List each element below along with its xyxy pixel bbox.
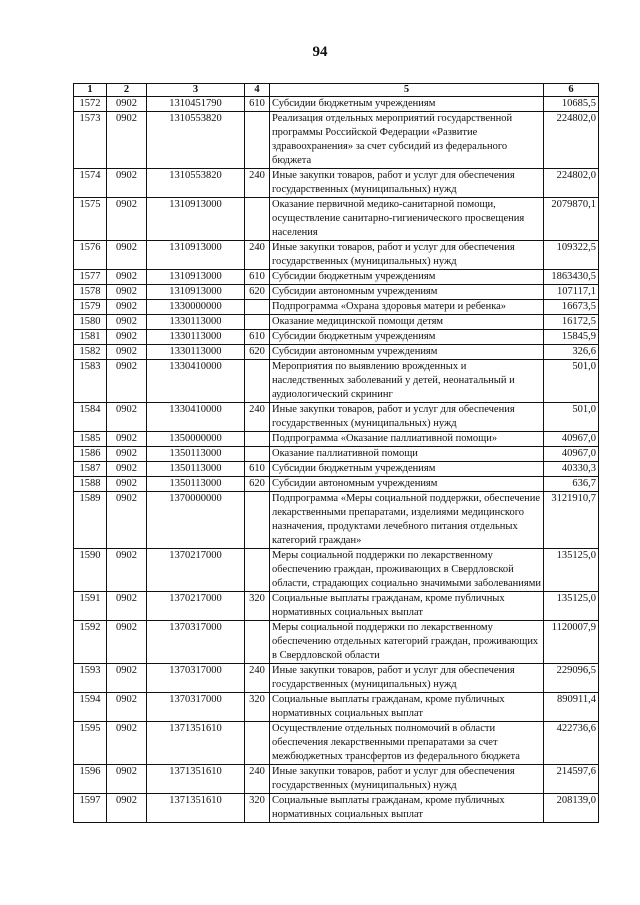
table-row [74, 315, 599, 330]
table-row [74, 345, 599, 360]
item-name-cell: Иные закупки товаров, работ и услуг для обеспечения государственных (муниципальных) нужд [270, 664, 544, 693]
section-code-cell: 0902 [107, 270, 147, 285]
row-number-cell: 1579 [74, 300, 107, 315]
item-name-cell: Меры социальной поддержки по лекарственному обеспечению отдельных категорий граждан, проживающих в Свердловской области [270, 621, 544, 664]
row-number-cell: 1583 [74, 360, 107, 403]
target-code-cell: 1350000000 [147, 432, 245, 447]
table-row [74, 477, 599, 492]
row-number-cell: 1595 [74, 722, 107, 765]
expense-type-cell: 620 [245, 477, 270, 492]
amount-cell: 2079870,1 [544, 198, 599, 241]
header-row [74, 84, 599, 97]
table-row [74, 403, 599, 432]
amount-cell: 10685,5 [544, 97, 599, 112]
target-code-cell: 1310451790 [147, 97, 245, 112]
item-name-cell: Меры социальной поддержки по лекарственному обеспечению граждан, проживающих в Свердловской области, страдающих социально значимыми заболеваниями [270, 549, 544, 592]
target-code-cell: 1350113000 [147, 462, 245, 477]
table-row [74, 549, 599, 592]
item-name-cell: Подпрограмма «Оказание паллиативной помощи» [270, 432, 544, 447]
item-name-cell: Подпрограмма «Охрана здоровья матери и ребенка» [270, 300, 544, 315]
table-row [74, 693, 599, 722]
expense-type-cell: 610 [245, 330, 270, 345]
expense-type-cell [245, 492, 270, 549]
expense-type-cell: 240 [245, 241, 270, 270]
amount-cell: 40330,3 [544, 462, 599, 477]
row-number-cell: 1577 [74, 270, 107, 285]
amount-cell: 135125,0 [544, 592, 599, 621]
table-body [74, 97, 599, 823]
amount-cell: 636,7 [544, 477, 599, 492]
amount-cell: 501,0 [544, 403, 599, 432]
table-row [74, 447, 599, 462]
section-code-cell: 0902 [107, 592, 147, 621]
amount-cell: 224802,0 [544, 169, 599, 198]
expense-type-cell: 240 [245, 403, 270, 432]
item-name-cell: Реализация отдельных мероприятий государственной программы Российской Федерации «Развитие здравоохранения» за счет субсидий из федерального бюджета [270, 112, 544, 169]
row-number-cell: 1594 [74, 693, 107, 722]
table-row [74, 112, 599, 169]
budget-table [73, 83, 599, 823]
section-code-cell: 0902 [107, 447, 147, 462]
header-col-4: 4 [245, 84, 270, 97]
row-number-cell: 1574 [74, 169, 107, 198]
table-row [74, 270, 599, 285]
table-row [74, 169, 599, 198]
target-code-cell: 1310913000 [147, 285, 245, 300]
section-code-cell: 0902 [107, 492, 147, 549]
expense-type-cell [245, 112, 270, 169]
section-code-cell: 0902 [107, 330, 147, 345]
expense-type-cell: 320 [245, 794, 270, 823]
table-row [74, 794, 599, 823]
item-name-cell: Подпрограмма «Меры социальной поддержки, обеспечение лекарственными препаратами, изделиями медицинского назначения, продуктами лечебного питания отдельных категорий граждан» [270, 492, 544, 549]
section-code-cell: 0902 [107, 112, 147, 169]
table-row [74, 722, 599, 765]
table-row [74, 621, 599, 664]
target-code-cell: 1330000000 [147, 300, 245, 315]
amount-cell: 501,0 [544, 360, 599, 403]
section-code-cell: 0902 [107, 432, 147, 447]
item-name-cell: Оказание первичной медико-санитарной помощи, осуществление санитарно-гигиенического просвещения населения [270, 198, 544, 241]
amount-cell: 890911,4 [544, 693, 599, 722]
table-row [74, 592, 599, 621]
table-row [74, 360, 599, 403]
amount-cell: 224802,0 [544, 112, 599, 169]
expense-type-cell: 610 [245, 97, 270, 112]
target-code-cell: 1371351610 [147, 765, 245, 794]
row-number-cell: 1590 [74, 549, 107, 592]
expense-type-cell [245, 549, 270, 592]
row-number-cell: 1581 [74, 330, 107, 345]
expense-type-cell: 620 [245, 285, 270, 300]
item-name-cell: Оказание паллиативной помощи [270, 447, 544, 462]
amount-cell: 40967,0 [544, 447, 599, 462]
item-name-cell: Иные закупки товаров, работ и услуг для обеспечения государственных (муниципальных) нужд [270, 765, 544, 794]
target-code-cell: 1350113000 [147, 447, 245, 462]
amount-cell: 3121910,7 [544, 492, 599, 549]
target-code-cell: 1310913000 [147, 241, 245, 270]
table-header [74, 84, 599, 97]
section-code-cell: 0902 [107, 462, 147, 477]
header-col-1: 1 [74, 84, 107, 97]
expense-type-cell [245, 360, 270, 403]
target-code-cell: 1310913000 [147, 198, 245, 241]
item-name-cell: Оказание медицинской помощи детям [270, 315, 544, 330]
expense-type-cell: 610 [245, 270, 270, 285]
amount-cell: 1863430,5 [544, 270, 599, 285]
row-number-cell: 1582 [74, 345, 107, 360]
row-number-cell: 1589 [74, 492, 107, 549]
amount-cell: 109322,5 [544, 241, 599, 270]
row-number-cell: 1596 [74, 765, 107, 794]
expense-type-cell: 610 [245, 462, 270, 477]
table-row [74, 432, 599, 447]
target-code-cell: 1310553820 [147, 169, 245, 198]
item-name-cell: Иные закупки товаров, работ и услуг для обеспечения государственных (муниципальных) нужд [270, 169, 544, 198]
row-number-cell: 1575 [74, 198, 107, 241]
amount-cell: 40967,0 [544, 432, 599, 447]
row-number-cell: 1578 [74, 285, 107, 300]
expense-type-cell [245, 198, 270, 241]
amount-cell: 135125,0 [544, 549, 599, 592]
item-name-cell: Иные закупки товаров, работ и услуг для обеспечения государственных (муниципальных) нужд [270, 241, 544, 270]
item-name-cell: Мероприятия по выявлению врожденных и наследственных заболеваний у детей, неонатальный и аудиологический скрининг [270, 360, 544, 403]
amount-cell: 16673,5 [544, 300, 599, 315]
expense-type-cell [245, 300, 270, 315]
target-code-cell: 1310553820 [147, 112, 245, 169]
amount-cell: 1120007,9 [544, 621, 599, 664]
amount-cell: 15845,9 [544, 330, 599, 345]
target-code-cell: 1310913000 [147, 270, 245, 285]
row-number-cell: 1591 [74, 592, 107, 621]
section-code-cell: 0902 [107, 722, 147, 765]
target-code-cell: 1370317000 [147, 664, 245, 693]
expense-type-cell: 320 [245, 592, 270, 621]
row-number-cell: 1576 [74, 241, 107, 270]
expense-type-cell [245, 432, 270, 447]
expense-type-cell [245, 315, 270, 330]
amount-cell: 422736,6 [544, 722, 599, 765]
section-code-cell: 0902 [107, 315, 147, 330]
section-code-cell: 0902 [107, 345, 147, 360]
header-col-2: 2 [107, 84, 147, 97]
table-row [74, 97, 599, 112]
item-name-cell: Субсидии автономным учреждениям [270, 477, 544, 492]
row-number-cell: 1592 [74, 621, 107, 664]
item-name-cell: Субсидии бюджетным учреждениям [270, 97, 544, 112]
item-name-cell: Иные закупки товаров, работ и услуг для обеспечения государственных (муниципальных) нужд [270, 403, 544, 432]
table-row [74, 664, 599, 693]
expense-type-cell: 240 [245, 664, 270, 693]
amount-cell: 107117,1 [544, 285, 599, 300]
table-row [74, 462, 599, 477]
section-code-cell: 0902 [107, 169, 147, 198]
section-code-cell: 0902 [107, 198, 147, 241]
target-code-cell: 1371351610 [147, 794, 245, 823]
section-code-cell: 0902 [107, 693, 147, 722]
row-number-cell: 1584 [74, 403, 107, 432]
expense-type-cell: 620 [245, 345, 270, 360]
header-col-5: 5 [270, 84, 544, 97]
item-name-cell: Субсидии бюджетным учреждениям [270, 462, 544, 477]
expense-type-cell: 320 [245, 693, 270, 722]
expense-type-cell: 240 [245, 169, 270, 198]
item-name-cell: Социальные выплаты гражданам, кроме публичных нормативных социальных выплат [270, 693, 544, 722]
amount-cell: 208139,0 [544, 794, 599, 823]
table-row [74, 285, 599, 300]
target-code-cell: 1370217000 [147, 592, 245, 621]
header-col-6: 6 [544, 84, 599, 97]
expense-type-cell [245, 621, 270, 664]
row-number-cell: 1593 [74, 664, 107, 693]
target-code-cell: 1370000000 [147, 492, 245, 549]
target-code-cell: 1350113000 [147, 477, 245, 492]
row-number-cell: 1586 [74, 447, 107, 462]
header-col-3: 3 [147, 84, 245, 97]
section-code-cell: 0902 [107, 477, 147, 492]
target-code-cell: 1330113000 [147, 315, 245, 330]
target-code-cell: 1370317000 [147, 621, 245, 664]
expense-type-cell [245, 447, 270, 462]
row-number-cell: 1587 [74, 462, 107, 477]
amount-cell: 326,6 [544, 345, 599, 360]
section-code-cell: 0902 [107, 765, 147, 794]
target-code-cell: 1330113000 [147, 345, 245, 360]
item-name-cell: Социальные выплаты гражданам, кроме публичных нормативных социальных выплат [270, 592, 544, 621]
section-code-cell: 0902 [107, 403, 147, 432]
row-number-cell: 1585 [74, 432, 107, 447]
section-code-cell: 0902 [107, 285, 147, 300]
section-code-cell: 0902 [107, 360, 147, 403]
section-code-cell: 0902 [107, 549, 147, 592]
amount-cell: 16172,5 [544, 315, 599, 330]
item-name-cell: Субсидии бюджетным учреждениям [270, 270, 544, 285]
table-row [74, 330, 599, 345]
table-row [74, 765, 599, 794]
target-code-cell: 1330410000 [147, 403, 245, 432]
item-name-cell: Социальные выплаты гражданам, кроме публичных нормативных социальных выплат [270, 794, 544, 823]
expense-type-cell: 240 [245, 765, 270, 794]
target-code-cell: 1330410000 [147, 360, 245, 403]
target-code-cell: 1371351610 [147, 722, 245, 765]
amount-cell: 229096,5 [544, 664, 599, 693]
table-row [74, 198, 599, 241]
section-code-cell: 0902 [107, 97, 147, 112]
table-row [74, 300, 599, 315]
section-code-cell: 0902 [107, 621, 147, 664]
section-code-cell: 0902 [107, 300, 147, 315]
amount-cell: 214597,6 [544, 765, 599, 794]
row-number-cell: 1572 [74, 97, 107, 112]
target-code-cell: 1370217000 [147, 549, 245, 592]
item-name-cell: Субсидии автономным учреждениям [270, 345, 544, 360]
row-number-cell: 1573 [74, 112, 107, 169]
item-name-cell: Субсидии бюджетным учреждениям [270, 330, 544, 345]
page-number: 94 [312, 44, 328, 60]
target-code-cell: 1370317000 [147, 693, 245, 722]
item-name-cell: Субсидии автономным учреждениям [270, 285, 544, 300]
table-row [74, 492, 599, 549]
row-number-cell: 1580 [74, 315, 107, 330]
table-row [74, 241, 599, 270]
section-code-cell: 0902 [107, 794, 147, 823]
expense-type-cell [245, 722, 270, 765]
row-number-cell: 1597 [74, 794, 107, 823]
item-name-cell: Осуществление отдельных полномочий в области обеспечения лекарственными препаратами за счет межбюджетных трансфертов из федерального бюджета [270, 722, 544, 765]
section-code-cell: 0902 [107, 241, 147, 270]
target-code-cell: 1330113000 [147, 330, 245, 345]
section-code-cell: 0902 [107, 664, 147, 693]
row-number-cell: 1588 [74, 477, 107, 492]
